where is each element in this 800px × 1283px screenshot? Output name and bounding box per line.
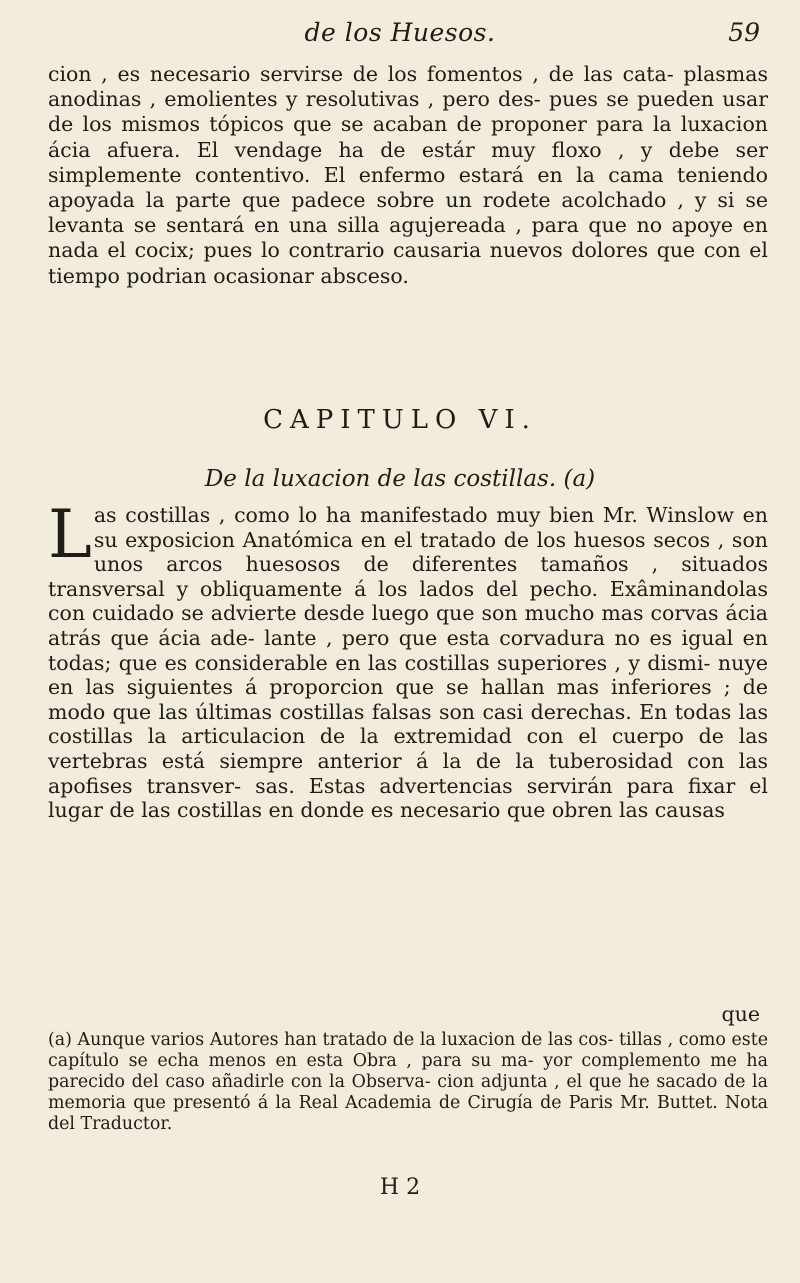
signature-mark: H 2 <box>379 1175 421 1200</box>
running-title: de los Huesos. <box>304 18 496 47</box>
main-paragraph-block <box>48 496 768 823</box>
chapter-subtitle: De la luxacion de las costillas. (a) <box>204 466 596 492</box>
page-number: 59 <box>728 18 760 47</box>
page-header <box>40 18 760 58</box>
intro-paragraph-block <box>48 62 768 289</box>
chapter-title: CAPITULO VI. <box>263 405 537 435</box>
footnote: (a) Aunque varios Autores han tratado de la luxacion de las cos- tillas , como este capítulo se echa menos en esta Obra , para su ma- yor complemento me ha parecido del caso añadirle con la Observa- cion adjunta , el que he sacado de la memoria que presentó á la Real Academia de Cirugía de Paris Mr. Buttet. Nota del Traductor. <box>48 1030 768 1134</box>
intro-paragraph: cion , es necesario servirse de los fomentos , de las cata- plasmas anodinas , emolientes y resolutivas , pero des- pues se pueden usar de los mismos tópicos que se acaban de proponer para la luxacion ácia afuera. El vendage ha de estár muy floxo , y debe ser simplemente contentivo. El enfermo estará en la cama teniendo apoyada la parte que padece sobre un rodete acolchado , y si se levanta se sentará en una silla agujereada , para que no apoye en nada el cocix; pues lo contrario causaria nuevos dolores que con el tiempo podrian ocasionar absceso. <box>48 62 768 288</box>
main-paragraph: as costillas , como lo ha manifestado muy bien Mr. Winslow en su exposicion Anatómica en el tratado de los huesos secos , son unos arcos huesosos de diferentes tamaños , situados transversal y obliquamente á los lados del pecho. Exâminandolas con cuidado se advierte desde luego que son mucho mas corvas ácia atrás que ácia ade- lante , pero que esta corvadura no es igual en todas; que es considerable en las costillas superiores , y dismi- nuye en las siguientes á proporcion que se hallan mas inferiores ; de modo que las últimas costillas falsas son casi derechas. En todas las costillas la articulacion de la extremidad con el cuerpo de las vertebras está siempre anterior á la de la tuberosidad con las apofises transver- sas. Estas advertencias servirán para fixar el lugar de las costillas en donde es necesario que obren las causas <box>48 503 768 823</box>
catchword: que <box>721 1002 760 1026</box>
drop-cap: L <box>48 496 92 573</box>
